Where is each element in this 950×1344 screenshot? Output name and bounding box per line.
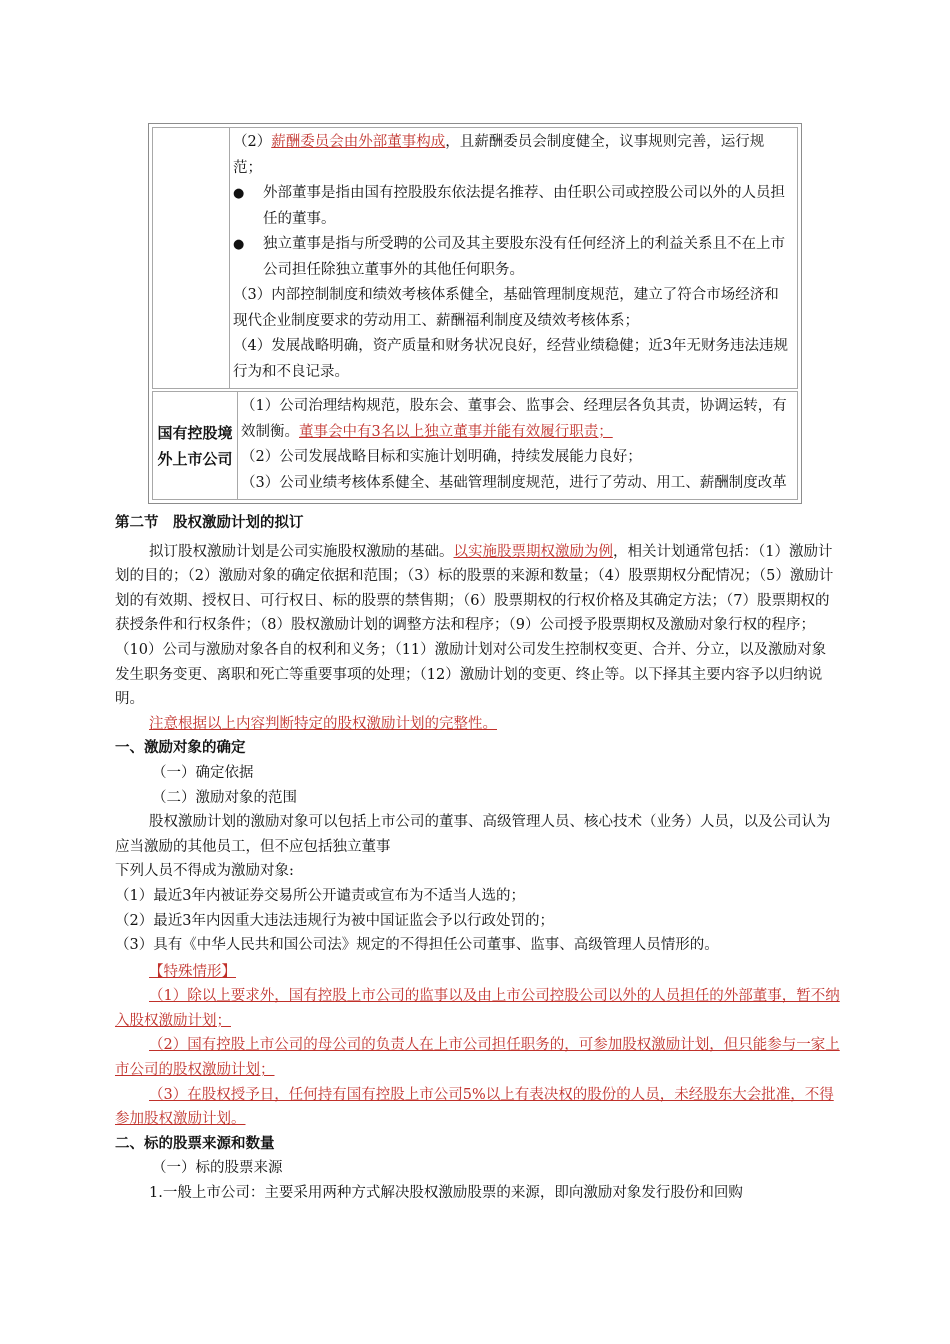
exclusion-item: （2）最近3年内因重大违法违规行为被中国证监会予以行政处罚的； <box>115 912 554 929</box>
list-item: ● 独立董事是指与所受聘的公司及其主要股东没有任何经济上的利益关系且不在上市公司担任除独立董事外的其他任何职务。 <box>233 232 793 283</box>
row2-item2: （2）公司发展战略目标和实施计划明确，持续发展能力良好； <box>241 449 642 465</box>
paragraph: 1.一般上市公司：主要采用两种方式解决股权激励股票的来源，即向激励对象发行股份和回购 <box>149 1185 743 1202</box>
row2-item1: （1）公司治理结构规范，股东会、董事会、监事会、经理层各负其责，协调运转，有效制衡。董事会中有3名以上独立董事并能有效履行职责； <box>241 398 787 440</box>
table-row <box>152 127 798 389</box>
special-item: （1）除以上要求外，国有控股上市公司的监事以及由上市公司控股公司以外的人员担任的外部董事，暂不纳入股权激励计划； <box>115 988 840 1029</box>
row-label-empty <box>153 128 230 388</box>
exclusion-intro: 下列人员不得成为激励对象: <box>115 863 294 880</box>
special-item: （2）国有控股上市公司的母公司的负责人在上市公司担任职务的，可参加股权激励计划，但只能参与一家上市公司的股权激励计划； <box>115 1037 840 1079</box>
special-label: 【特殊情形】 <box>149 963 236 980</box>
exclusion-item: （3）具有《中华人民共和国公司法》规定的不得担任公司董事、监事、高级管理人员情形的。 <box>115 937 719 954</box>
intro-paragraph: 拟订股权激励计划是公司实施股权激励的基础。以实施股票期权激励为例，相关计划通常包括：（1）激励计划的目的；（2）激励对象的确定依据和范围；（3）标的股票的来源和数量；（4）股票期权分配情况；（5）激励计划的有效期、授权日、可行权日、标的股票的禁售期；（6）股票期权的行权价格及其确定方法；（7）股票期权的获授条件和行权条件；（8）股权激励计划的调整方法和程序；（9）公司授予股票期权及激励对象行权的程序；（10）公司与激励对象各自的权利和义务；（11）激励计划对公司发生控制权变更、合并、分立，以及激励对象发生职务变更、离职和死亡等重要事项的处理；（12）激励计划的变更、终止等。以下择其主要内容予以归纳说明。 <box>115 543 834 708</box>
bullet-icon: ● <box>233 237 245 252</box>
row1-item2: （2）薪酬委员会由外部董事构成，且薪酬委员会制度健全，议事规则完善，运行规范； <box>233 134 765 176</box>
exclusion-item: （1）最近3年内被证券交易所公开谴责或宣布为不适当人选的； <box>115 887 525 904</box>
highlight-text: 以实施股票期权激励为例 <box>453 543 613 560</box>
row1-item3: （3）内部控制制度和绩效考核体系健全，基础管理制度规范，建立了符合市场经济和现代企业制度要求的劳动用工、薪酬福利制度及绩效考核体系； <box>233 287 779 329</box>
note-text: 注意根据以上内容判断特定的股权激励计划的完整性。 <box>149 715 497 732</box>
subheading: （一）标的股票来源 <box>152 1160 283 1177</box>
row2-item3: （3）公司业绩考核体系健全、基础管理制度规范，进行了劳动、用工、薪酬制度改革 <box>241 474 787 491</box>
list-item: ● 外部董事是指由国有控股股东依法提名推荐、由任职公司或控股公司以外的人员担任的董事。 <box>233 181 793 232</box>
bullet-icon: ● <box>233 186 245 201</box>
row1-item4: （4）发展战略明确，资产质量和财务状况良好，经营业绩稳健；近3年无财务违法违规行为和不良记录。 <box>233 338 788 380</box>
row-label: 国有控股境外上市公司 <box>153 392 238 499</box>
table-row <box>152 391 798 500</box>
table-cell <box>230 128 797 388</box>
special-item: （3）在股权授予日，任何持有国有控股上市公司5%以上有表决权的股份的人员，未经股东大会批准，不得参加股权激励计划。 <box>115 1086 834 1128</box>
document-body <box>115 511 840 1206</box>
subheading: （二）激励对象的范围 <box>152 789 297 806</box>
section-title: 第二节 股权激励计划的拟订 <box>115 515 304 531</box>
heading-1: 一、激励对象的确定 <box>115 740 246 757</box>
conditions-table <box>148 123 802 504</box>
highlight-text: 董事会中有3名以上独立董事并能有效履行职责； <box>299 423 613 440</box>
heading-2: 二、标的股票来源和数量 <box>115 1135 275 1152</box>
highlight-text: 薪酬委员会由外部董事构成 <box>271 134 446 150</box>
subheading: （一）确定依据 <box>152 764 254 781</box>
scope-paragraph: 股权激励计划的激励对象可以包括上市公司的董事、高级管理人员、核心技术（业务）人员，以及公司认为应当激励的其他员工，但不应包括独立董事 <box>115 814 831 855</box>
table-cell <box>238 392 797 499</box>
